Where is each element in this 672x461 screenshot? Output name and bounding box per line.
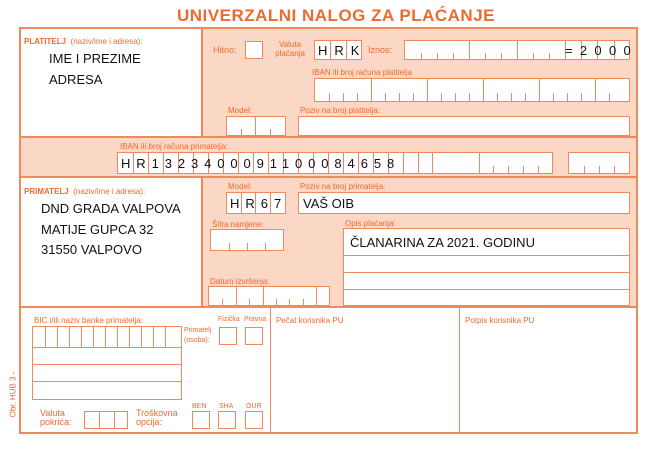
recipient-reference-label: Poziv na broj primatelja: — [300, 182, 386, 191]
recipient-line-1[interactable]: DND GRADA VALPOVA — [41, 201, 181, 216]
recipient-line-3[interactable]: 31550 VALPOVO — [41, 242, 142, 257]
legal-person-checkbox[interactable] — [245, 327, 263, 345]
cost-option-our-checkbox[interactable] — [245, 411, 263, 429]
recipient-person-label: Primatelj (osoba): — [184, 327, 212, 344]
amount-value: =2000 — [565, 43, 639, 58]
recipient-iban-value: HR1323400091100084658 — [121, 156, 401, 171]
physical-person-label: Fizička — [218, 316, 240, 323]
form-code: Obr. HUB 3 - — [8, 371, 18, 418]
recipient-section-label: PRIMATELJ — [24, 187, 69, 196]
payer-section-hint: (naziv/ime i adresa): — [70, 37, 143, 46]
signature-area[interactable] — [460, 308, 636, 432]
payer-line-2[interactable]: ADRESA — [49, 72, 103, 87]
payer-model-label: Model: — [228, 106, 253, 115]
recipient-block — [21, 178, 203, 308]
urgent-checkbox[interactable] — [245, 41, 263, 59]
legal-person-label: Pravna — [244, 316, 267, 323]
payer-model-field[interactable] — [226, 116, 286, 136]
recipient-iban-label: IBAN ili broj računa primatelja: — [120, 142, 228, 151]
description-value: ČLANARINA ZA 2021. GODINU — [350, 235, 535, 250]
bic-label: BIC i/ili naziv banke primatelja: — [34, 316, 143, 325]
currency-field[interactable] — [314, 40, 367, 60]
recipient-reference-field[interactable] — [298, 192, 630, 214]
payer-reference-label: Poziv na broj platitelja: — [300, 106, 381, 115]
payer-iban-field[interactable] — [314, 78, 630, 102]
stamp-area[interactable] — [271, 308, 460, 432]
currency-label: Valuta plaćanja — [275, 40, 305, 58]
cost-option-sha-label: SHA — [219, 403, 234, 410]
cost-option-ben-label: BEN — [192, 403, 207, 410]
description-field[interactable] — [343, 228, 630, 306]
cover-currency-field[interactable] — [84, 411, 128, 429]
payer-iban-label: IBAN ili broj računa platitelja — [312, 68, 413, 77]
physical-person-checkbox[interactable] — [219, 327, 237, 345]
recipient-model-label: Model: — [228, 182, 253, 191]
payer-section-label: PLATITELJ — [24, 37, 67, 46]
payer-block — [21, 29, 203, 138]
cover-currency-label: Valuta pokrića: — [40, 408, 72, 427]
form-title: UNIVERZALNI NALOG ZA PLAĆANJE — [177, 6, 495, 25]
bic-field[interactable] — [32, 326, 182, 400]
execution-date-label: Datum izvršenja: — [210, 277, 270, 286]
amount-label: Iznos: — [368, 45, 393, 55]
recipient-section-hint: (naziv/ime i adresa): — [73, 187, 146, 196]
cost-option-our-label: OUR — [246, 403, 262, 410]
cost-option-ben-checkbox[interactable] — [192, 411, 210, 429]
purpose-code-label: Šifra namjene: — [212, 220, 264, 229]
currency-value: HRK — [318, 43, 367, 58]
cost-option-sha-checkbox[interactable] — [218, 411, 236, 429]
recipient-model-value: HR67 — [230, 196, 288, 211]
cost-option-label: Troškovna opcija: — [136, 408, 178, 427]
stamp-label: Pečat korisnika PU — [276, 316, 344, 325]
recipient-line-2[interactable]: MATIJE GUPCA 32 — [41, 222, 154, 237]
description-label: Opis plaćanja: — [345, 219, 396, 228]
urgent-label: Hitno: — [213, 45, 237, 55]
recipient-model-field[interactable] — [226, 192, 286, 214]
recipient-iban-end[interactable] — [568, 152, 630, 174]
execution-date-field[interactable] — [208, 286, 330, 306]
purpose-code-field[interactable] — [210, 229, 284, 251]
recipient-iban-extension[interactable] — [433, 152, 553, 174]
payer-reference-field[interactable] — [298, 116, 630, 136]
payer-line-1[interactable]: IME I PREZIME — [49, 51, 141, 66]
amount-field[interactable] — [404, 40, 639, 60]
recipient-reference-value: VAŠ OIB — [303, 196, 355, 211]
signature-label: Potpis korisnika PU — [465, 316, 535, 325]
recipient-iban-field[interactable] — [117, 152, 433, 174]
